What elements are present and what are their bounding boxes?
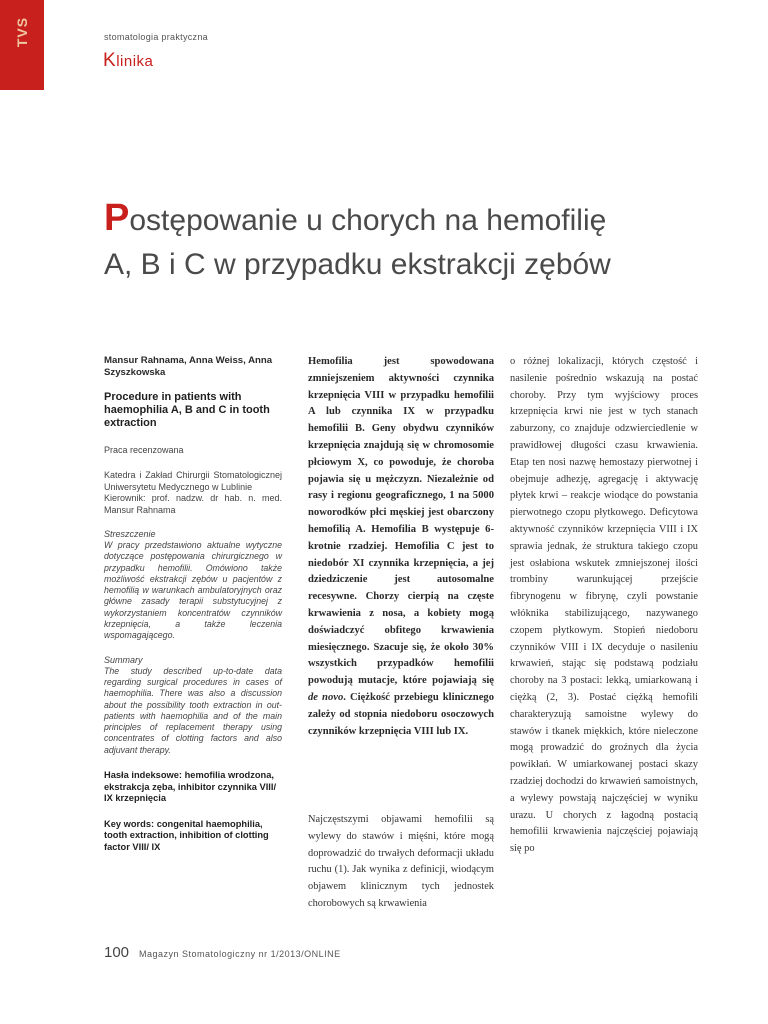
abstract-en: The study described up-to-date data regarding surgical procedures in cases of haemophilia. There was also a discussion about the possibility tooth extraction in out- patients with haemophilia and of the main principles of replacement therapy using concentrates of clotting factors and also adjuvant therapy. (104, 665, 282, 755)
title-line2: A, B i C w przypadku ekstrakcji zębów (104, 248, 611, 281)
lead-italic: de novo (308, 691, 344, 703)
section-title-rest: linika (116, 53, 154, 70)
authors: Mansur Rahnama, Anna Weiss, Anna Szyszkowska (104, 355, 273, 378)
lead-text-2: . Ciężkość przebiegu klinicznego zależy od stopnia niedoboru osoczowych czynników krzepnięcia VIII lub IX. (308, 691, 494, 737)
title-drop-cap: P (104, 197, 130, 239)
page-footer (104, 944, 341, 961)
review-note: Praca recenzowana (104, 445, 184, 455)
department-head: Kierownik: prof. nadzw. dr hab. n. med. Mansur Rahnama (104, 493, 282, 515)
section-label: stomatologia praktyczna (104, 32, 208, 42)
section-title-cap: K (103, 50, 117, 71)
magazine-logo-tab (0, 0, 44, 90)
keywords-pl: Hasła indeksowe: hemofilia wrodzona, ekstrakcja zęba, inhibitor czynnika VIII/ IX krzepnięcia (104, 770, 277, 804)
title-line1: ostępowanie u chorych na hemofilię (129, 204, 607, 237)
abstract-en-heading: Summary (104, 654, 143, 665)
lead-text-1: Hemofilia jest spowodowana zmniejszeniem aktywności czynnika krzepnięcia VIII w przypadku hemofilii A lub czynnika IX w przypadku hemofilii B. Geny obydwu czynników krzepnięcia znajdują się w chromosomie płciowym X, co powoduje, że choroba pojawia się u mężczyzn. Niezależnie od rasy i regionu geograficznego, 1 na 5000 noworodków płci męskiej jest obarczony hemofilią A. Hemofilia B występuje 6-krotnie rzadziej. Hemofilia C jest to niedobór XI czynnika krzepnięcia, a jej dziedziczenie jest autosomalne recesywne. Chorzy cierpią na częste krwawienia z nosa, a kobiety mogą doświadczyć obfitego krwawienia miesięcznego. Szacuje się, że około 30% wszystkich przypadków hemofilii powodują mutacje, które pojawiają się (308, 356, 494, 687)
keywords-en: Key words: congenital haemophilia, tooth extraction, inhibition of clotting factor VIII/ IX (104, 818, 269, 853)
left-column (104, 355, 282, 854)
section-title (103, 50, 153, 72)
journal-name: Magazyn Stomatologiczny nr 1/2013/ONLINE (139, 949, 341, 959)
lead-paragraph (308, 354, 494, 740)
body-column-2: Najczęstszymi objawami hemofilii są wylewy do stawów i mięśni, które mogą doprowadzić do trwałych deformacji układu ruchu (1). Jak wynika z definicji, wiodącym objawem klinicznym tych jednostek chorobowych są krwawienia (308, 814, 494, 909)
abstract-pl: W pracy przedstawiono aktualne wytyczne dotyczące postępowania chirurgicznego w przypadku hemofilii. Omówiono także możliwość ekstrakcji zębów u pacjentów z hemofilią w warunkach ambulatoryjnych oraz główne zasady terapii substytucyjnej z wykorzystaniem koncentratów czynników krzepnięcia, a także leczenia wspomagającego. (104, 540, 282, 641)
english-title: Procedure in patients with haemophilia A, B and C in tooth extraction (104, 391, 270, 429)
affiliation: Katedra i Zakład Chirurgii Stomatologicznej Uniwersytetu Medycznego w Lublinie (104, 470, 282, 492)
article-title (104, 196, 724, 287)
page-number: 100 (104, 944, 130, 961)
body-column-3: o różnej lokalizacji, których częstość i nasilenie pośrednio wskazują na postać choroby. Przy tym wyjściowy proces krzepnięcia krwi nie jest w tych stanach zaburzony, co znajduje odzwierciedlenie w prawidłowej długości czasu krwawienia. Etap ten nosi nazwę hemostazy pierwotnej i obejmuje adhezję, agregację i aktywację płytek krwi – reakcje wiodące do powstania pierwotnego czopu płytkowego. Deficytowa aktywność czynników krzepnięcia VIII i IX sprawia jednak, że struktura takiego czopu jest osłabiona wskutek zmniejszonej ilości trombiny warunkującej przejście fibrynogenu w fibrynę, czyli powstanie włóknika stabilizującego, nazywanego czopem płytkowym. Stopień niedoboru czynników VIII i IX decyduje o nasileniu krwawień, stając się podstawą podziału choroby na 3 postaci: lekką, umiarkowaną i ciężką (2, 3). Postać ciężką hemofili charakteryzują samoistne wylewy do stawów i tkanek miękkich, które nieleczone mogą prowadzić do groźnych dla życia powikłań. W umiarkowanej postaci skazy rzadziej dochodzi do krwawień samoistnych, a wylewy powstają najczęściej w wyniku urazu. U chorych z łagodną postacią hemofilii krwawienia najczęściej pojawiają się po (510, 356, 698, 855)
abstract-pl-heading: Streszczenie (104, 529, 156, 539)
magazine-logo: TVS (14, 16, 30, 48)
